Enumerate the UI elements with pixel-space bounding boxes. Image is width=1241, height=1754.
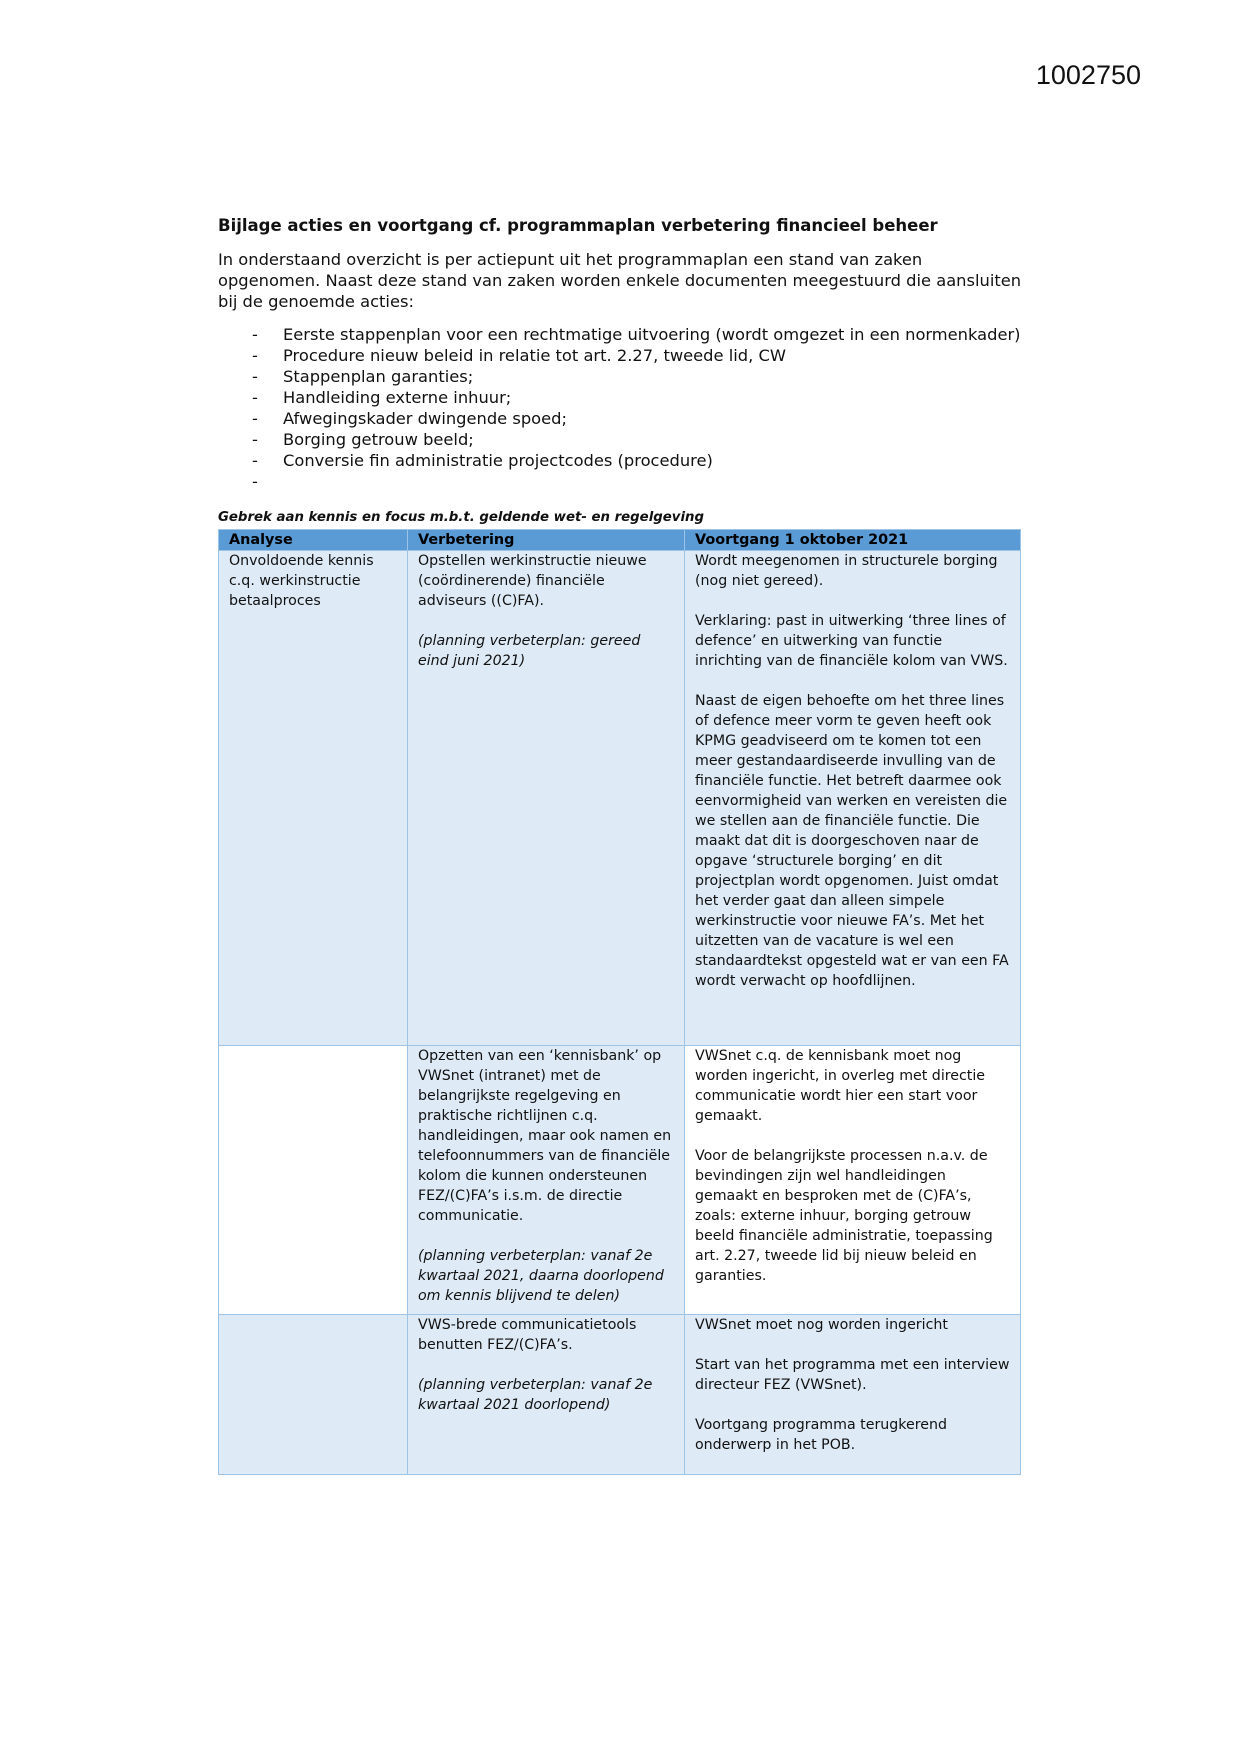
cell-analyse xyxy=(219,1315,408,1475)
bullet-dash: - xyxy=(252,451,258,470)
bullet-dash: - xyxy=(252,472,258,491)
list-item: - Eerste stappenplan voor een rechtmatige uitvoering (wordt omgezet in een normenkader) xyxy=(252,325,1021,344)
cell-analyse: Onvoldoende kennis c.q. werkinstructie betaalproces xyxy=(219,551,408,1046)
table-row xyxy=(219,551,1021,1046)
table-caption: Gebrek aan kennis en focus m.b.t. geldende wet- en regelgeving xyxy=(218,510,704,525)
list-item: - Handleiding externe inhuur; xyxy=(252,388,512,407)
table-header-row xyxy=(219,530,1021,551)
cell-verbetering: Opstellen werkinstructie nieuwe (coördinerende) financiële adviseurs ((C)FA). (planning verbeterplan: gereed eind juni 2021) xyxy=(408,551,685,1046)
table-row xyxy=(219,1315,1021,1475)
header-voortgang: Voortgang 1 oktober 2021 xyxy=(685,530,1021,551)
cell-verbetering: VWS-brede communicatietools benutten FEZ/(C)FA’s. (planning verbeterplan: vanaf 2e kwartaal 2021 doorlopend) xyxy=(408,1315,685,1475)
bullet-dash: - xyxy=(252,388,258,407)
list-item: - Borging getrouw beeld; xyxy=(252,430,474,449)
bullet-dash: - xyxy=(252,430,258,449)
list-item: - Conversie fin administratie projectcodes (procedure) xyxy=(252,451,713,470)
cell-voortgang: VWSnet c.q. de kennisbank moet nog worden ingericht, in overleg met directie communicatie wordt hier een start voor gemaakt. Voor de belangrijkste processen n.a.v. de bevindingen zijn wel handleidingen gemaakt en besproken met de (C)FA’s, zoals: externe inhuur, borging getrouw beeld financiële administratie, toepassing art. 2.27, tweede lid bij nieuw beleid en garanties. xyxy=(685,1046,1021,1315)
table-row xyxy=(219,1046,1021,1315)
document-body xyxy=(218,216,1023,1475)
bullet-dash: - xyxy=(252,325,258,344)
document-number: 1002750 xyxy=(1035,60,1141,90)
header-analyse: Analyse xyxy=(219,530,408,551)
document-title: Bijlage acties en voortgang cf. programmaplan verbetering financieel beheer xyxy=(218,216,938,235)
cell-voortgang: VWSnet moet nog worden ingericht Start van het programma met een interview directeur FEZ (VWSnet). Voortgang programma terugkerend onderwerp in het POB. xyxy=(685,1315,1021,1475)
cell-voortgang: Wordt meegenomen in structurele borging (nog niet gereed). Verklaring: past in uitwerking ‘three lines of defence’ en uitwerking van functie inrichting van de financiële kolom van VWS. Naast de eigen behoefte om het three lines of defence meer vorm te geven heeft ook KPMG geadviseerd om te komen tot een meer gestandaardiseerde invulling van de financiële functie. Het betreft daarmee ook eenvormigheid van werken en vereisten die we stellen aan de financiële functie. Die maakt dat dit is doorgeschoven naar de opgave ‘structurele borging’ en dit projectplan wordt opgenomen. Juist omdat het verder gaat dan alleen simpele werkinstructie voor nieuwe FA’s. Met het uitzetten van de vacature is wel een standaardtekst opgesteld wat er van een FA wordt verwacht op hoofdlijnen. xyxy=(685,551,1021,1046)
header-verbetering: Verbetering xyxy=(408,530,685,551)
actions-list xyxy=(218,324,1023,492)
bullet-dash: - xyxy=(252,409,258,428)
intro-paragraph: In onderstaand overzicht is per actiepunt uit het programmaplan een stand van zaken opgenomen. Naast deze stand van zaken worden enkele documenten meegestuurd die aansluiten bij de genoemde acties: xyxy=(218,250,1022,311)
cell-analyse xyxy=(219,1046,408,1315)
list-item: - Procedure nieuw beleid in relatie tot art. 2.27, tweede lid, CW xyxy=(252,346,786,365)
bullet-dash: - xyxy=(252,346,258,365)
cell-verbetering: Opzetten van een ‘kennisbank’ op VWSnet (intranet) met de belangrijkste regelgeving en praktische richtlijnen c.q. handleidingen, maar ook namen en telefoonnummers van de financiële kolom die kunnen ondersteunen FEZ/(C)FA’s i.s.m. de directie communicatie. (planning verbeterplan: vanaf 2e kwartaal 2021, daarna doorlopend om kennis blijvend te delen) xyxy=(408,1046,685,1315)
bullet-dash: - xyxy=(252,367,258,386)
list-item: - Stappenplan garanties; xyxy=(252,367,474,386)
progress-table xyxy=(218,529,1021,1475)
list-item: - Afwegingskader dwingende spoed; xyxy=(252,409,567,428)
list-item xyxy=(218,471,1023,492)
